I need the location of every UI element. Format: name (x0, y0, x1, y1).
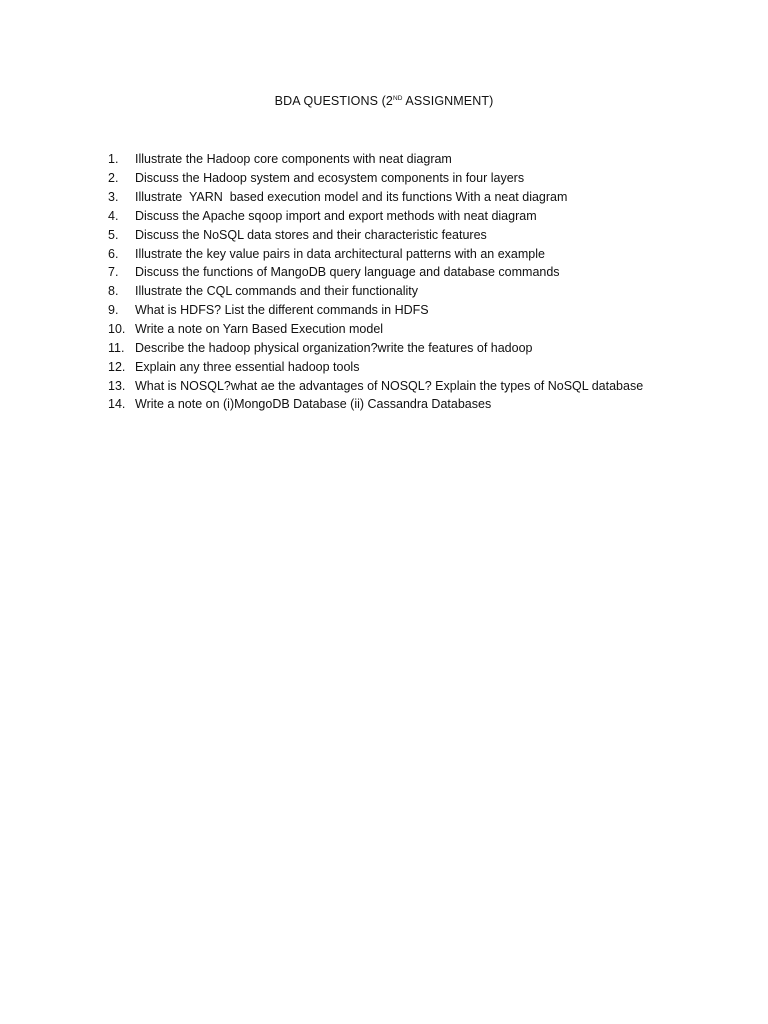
question-text: What is NOSQL?what ae the advantages of NOSQL? Explain the types of NoSQL database (135, 378, 644, 393)
question-number: 14. (108, 397, 126, 412)
question-number: 11. (108, 340, 125, 355)
question-number: 9. (108, 303, 119, 318)
question-item (108, 338, 728, 357)
question-text: Discuss the NoSQL data stores and their characteristic features (135, 227, 487, 242)
question-number: 7. (108, 265, 119, 280)
question-number: 13. (108, 378, 126, 393)
question-number: 4. (108, 208, 119, 223)
question-number: 6. (108, 246, 119, 261)
question-item (108, 207, 728, 226)
question-item (108, 244, 728, 263)
question-text: Discuss the Apache sqoop import and export methods with neat diagram (135, 208, 537, 223)
question-text: Describe the hadoop physical organization?write the features of hadoop (135, 340, 533, 355)
question-item (108, 282, 728, 301)
question-text: Illustrate the CQL commands and their functionality (135, 284, 419, 299)
question-number: 12. (108, 359, 126, 374)
question-number: 3. (108, 190, 119, 205)
title-superscript: ND (392, 95, 403, 102)
question-text: Write a note on Yarn Based Execution model (135, 322, 384, 337)
question-number: 1. (108, 152, 119, 167)
question-text: Illustrate the key value pairs in data architectural patterns with an example (135, 246, 545, 261)
question-item (108, 320, 728, 339)
question-item (108, 225, 728, 244)
question-text: Write a note on (i)MongoDB Database (ii) Cassandra Databases (135, 397, 492, 412)
question-list (108, 150, 728, 414)
question-item (108, 188, 728, 207)
question-item (108, 301, 728, 320)
question-number: 8. (108, 284, 119, 299)
question-item (108, 263, 728, 282)
title-prefix: BDA QUESTIONS (2 (274, 94, 393, 108)
question-item (108, 376, 728, 395)
question-item (108, 150, 728, 169)
question-item (108, 357, 728, 376)
title-suffix: ASSIGNMENT) (402, 94, 494, 108)
question-text: What is HDFS? List the different commands in HDFS (135, 303, 429, 318)
question-text: Illustrate YARN based execution model and its functions With a neat diagram (135, 190, 568, 205)
question-number: 10. (108, 322, 126, 337)
question-number: 5. (108, 227, 119, 242)
question-text: Explain any three essential hadoop tools (135, 359, 360, 374)
page-title (0, 94, 768, 108)
question-number: 2. (108, 171, 119, 186)
question-text: Discuss the Hadoop system and ecosystem components in four layers (135, 171, 525, 186)
question-item (108, 395, 728, 414)
question-text: Illustrate the Hadoop core components with neat diagram (135, 152, 452, 167)
question-text: Discuss the functions of MangoDB query language and database commands (135, 265, 560, 280)
question-item (108, 169, 728, 188)
